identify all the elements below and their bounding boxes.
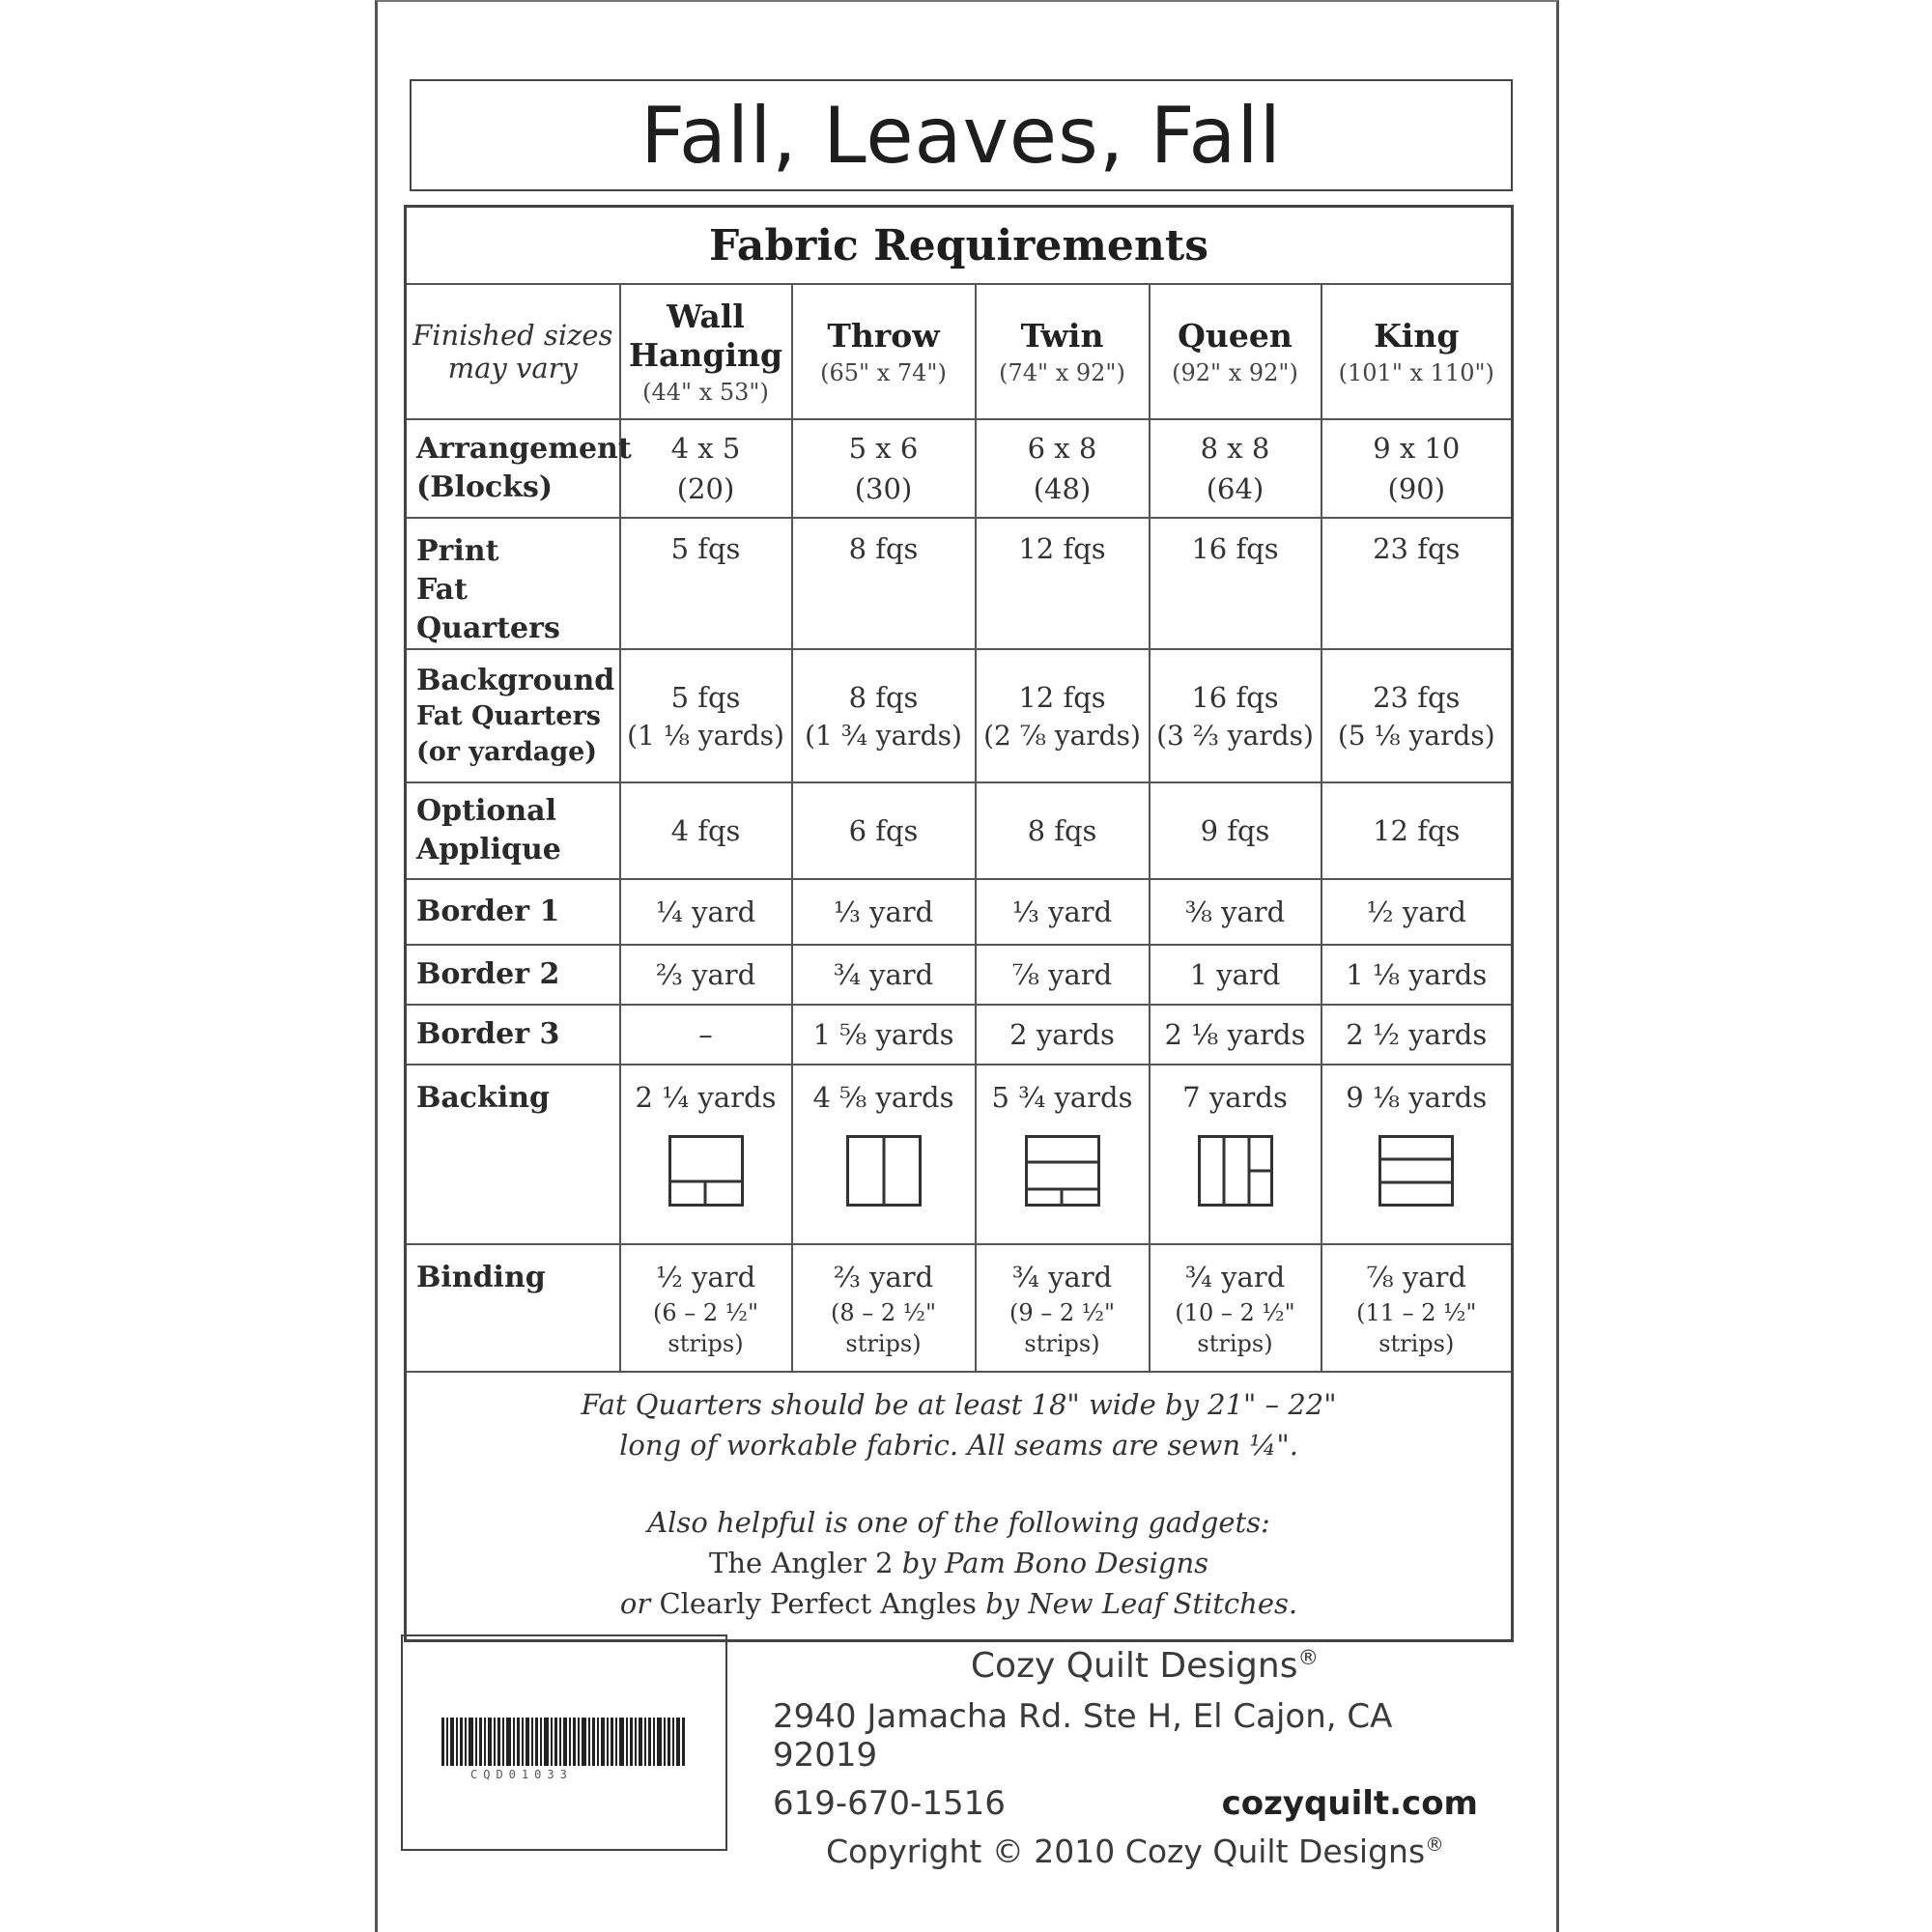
column-header: Wall Hanging (44" x 53") (620, 284, 792, 419)
table-cell: 8 fqs (1 ¾ yards) (792, 649, 976, 782)
row-label: Border 3 (406, 1005, 620, 1065)
table-cell: 6 fqs (792, 782, 976, 879)
size-header-row (406, 284, 1513, 419)
row-label: Background Fat Quarters (or yardage) (406, 649, 620, 782)
table-cell: 1 ⅝ yards (792, 1005, 976, 1065)
table-cell: 2 ½ yards (1321, 1005, 1513, 1065)
table-heading: Fabric Requirements (406, 207, 1513, 285)
table-cell: ½ yard (6 – 2 ½" strips) (620, 1244, 792, 1372)
table-cell: 5 fqs (1 ⅛ yards) (620, 649, 792, 782)
table-cell: 4 x 5 (20) (620, 419, 792, 518)
table-cell: ⅓ yard (792, 879, 976, 945)
gadgets-intro: Also helpful is one of the following gadgets: (647, 1506, 1270, 1539)
gadget-line: or Clearly Perfect Angles by New Leaf Stitches. (619, 1587, 1298, 1620)
copyright-notice: Copyright © 2010 Cozy Quilt Designs® (826, 1833, 1444, 1870)
column-header: King (101" x 110") (1321, 284, 1513, 419)
table-cell: 23 fqs (5 ⅛ yards) (1321, 649, 1513, 782)
table-cell: 8 x 8 (64) (1150, 419, 1321, 518)
table-cell: ⅔ yard (620, 945, 792, 1005)
table-cell: – (620, 1005, 792, 1065)
fabric-requirements-table (404, 205, 1514, 1642)
table-cell: ¾ yard (9 – 2 ½" strips) (976, 1244, 1150, 1372)
row-label: Print Fat Quarters (406, 518, 620, 649)
company-phone: 619-670-1516 (773, 1784, 1006, 1823)
table-cell: ½ yard (1321, 879, 1513, 945)
arrangement-row (406, 419, 1513, 518)
fabric-notes (406, 1372, 1513, 1641)
table-cell: 12 fqs (1321, 782, 1513, 879)
table-cell: ⅞ yard (976, 945, 1150, 1005)
border-2-row (406, 945, 1513, 1005)
company-address: 2940 Jamacha Rd. Ste H, El Cajon, CA 92019 (773, 1697, 1393, 1775)
table-cell: 16 fqs (1150, 518, 1321, 649)
notes-row (406, 1372, 1513, 1641)
table-cell: 6 x 8 (48) (976, 419, 1150, 518)
table-cell: ¼ yard (620, 879, 792, 945)
barcode-area (401, 1634, 727, 1851)
row-label: Optional Applique (406, 782, 620, 879)
table-cell: 2 ¼ yards (620, 1065, 792, 1244)
contact-row (773, 1784, 1478, 1823)
binding-row (406, 1244, 1513, 1372)
table-cell: 2 ⅛ yards (1150, 1005, 1321, 1065)
row-label: Binding (406, 1244, 620, 1372)
backing-twin-diagram (1025, 1135, 1100, 1207)
column-header: Throw (65" x 74") (792, 284, 976, 419)
finished-sizes-note: Finished sizes may vary (406, 284, 620, 419)
fat-quarter-note-line: Fat Quarters should be at least 18" wide by 21" – 22" (581, 1388, 1337, 1421)
company-name: Cozy Quilt Designs® (970, 1646, 1320, 1686)
row-label: Arrangement (Blocks) (406, 419, 620, 518)
table-cell: 4 ⅝ yards (792, 1065, 976, 1244)
table-cell: 7 yards (1150, 1065, 1321, 1244)
table-cell: ¾ yard (10 – 2 ½" strips) (1150, 1244, 1321, 1372)
row-label: Backing (406, 1065, 620, 1244)
column-header: Queen (92" x 92") (1150, 284, 1321, 419)
backing-throw-diagram (846, 1135, 922, 1207)
table-cell: 5 x 6 (30) (792, 419, 976, 518)
backing-wall-diagram (668, 1135, 744, 1207)
print-fat-quarters-row (406, 518, 1513, 649)
backing-queen-diagram (1198, 1135, 1273, 1207)
table-cell: 9 fqs (1150, 782, 1321, 879)
table-cell: 16 fqs (3 ⅔ yards) (1150, 649, 1321, 782)
table-cell: 8 fqs (792, 518, 976, 649)
table-cell: 12 fqs (976, 518, 1150, 649)
table-cell: ⅔ yard (8 – 2 ½" strips) (792, 1244, 976, 1372)
pattern-title: Fall, Leaves, Fall (410, 79, 1513, 191)
row-label: Border 2 (406, 945, 620, 1005)
optional-applique-row (406, 782, 1513, 879)
table-cell: ¾ yard (792, 945, 976, 1005)
barcode-number: CQD01033 (470, 1768, 573, 1781)
gadget-line: The Angler 2 by Pam Bono Designs (709, 1547, 1208, 1579)
fat-quarter-note-line: long of workable fabric. All seams are sewn ¼". (619, 1429, 1298, 1462)
backing-row (406, 1065, 1513, 1244)
table-cell: 1 yard (1150, 945, 1321, 1005)
table-cell: 9 ⅛ yards (1321, 1065, 1513, 1244)
border-3-row (406, 1005, 1513, 1065)
table-cell: ⅜ yard (1150, 879, 1321, 945)
barcode (441, 1718, 689, 1772)
table-cell: ⅞ yard (11 – 2 ½" strips) (1321, 1244, 1513, 1372)
company-info (773, 1646, 1478, 1870)
background-fat-quarters-row (406, 649, 1513, 782)
table-cell: 5 ¾ yards (976, 1065, 1150, 1244)
table-cell: 5 fqs (620, 518, 792, 649)
table-cell: 9 x 10 (90) (1321, 419, 1513, 518)
border-1-row (406, 879, 1513, 945)
table-cell: 4 fqs (620, 782, 792, 879)
table-cell: 8 fqs (976, 782, 1150, 879)
column-header: Twin (74" x 92") (976, 284, 1150, 419)
row-label: Border 1 (406, 879, 620, 945)
table-cell: 12 fqs (2 ⅞ yards) (976, 649, 1150, 782)
company-website: cozyquilt.com (1221, 1784, 1478, 1823)
table-cell: 23 fqs (1321, 518, 1513, 649)
backing-king-diagram (1378, 1135, 1454, 1207)
table-cell: ⅓ yard (976, 879, 1150, 945)
table-cell: 2 yards (976, 1005, 1150, 1065)
table-cell: 1 ⅛ yards (1321, 945, 1513, 1005)
